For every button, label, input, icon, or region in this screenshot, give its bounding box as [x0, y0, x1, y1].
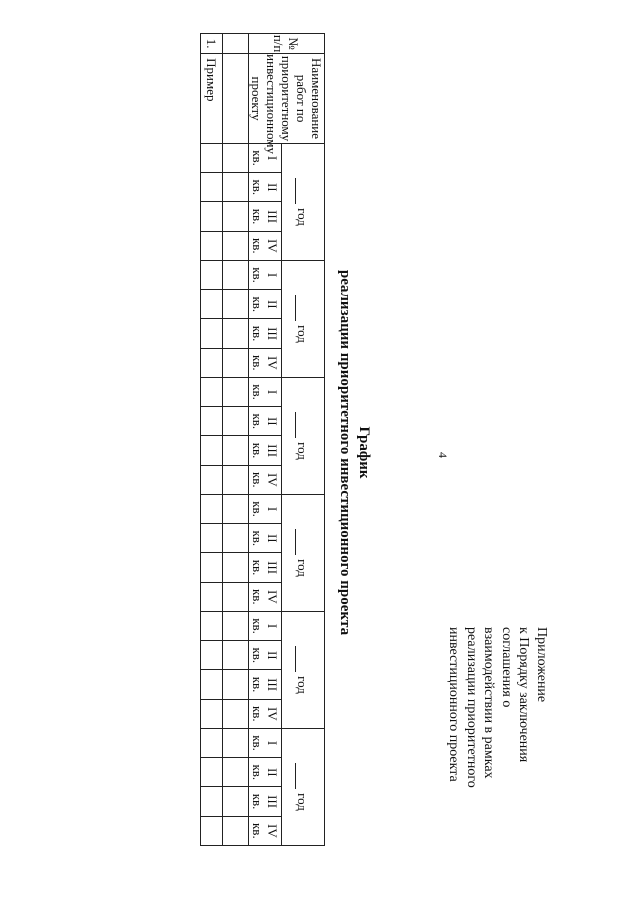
quarter-roman: IV — [264, 355, 280, 370]
name-header-line: инвестиционному — [264, 54, 279, 154]
name-header-line: проекту — [249, 76, 264, 121]
quarter-abbr: кв. — [249, 179, 265, 196]
quarter-abbr: кв. — [249, 208, 265, 225]
quarter-abbr: кв. — [249, 384, 265, 400]
year-label: год — [295, 559, 311, 577]
quarter-abbr: кв. — [249, 413, 265, 430]
year-blank-line — [295, 763, 308, 789]
quarter-abbr: кв. — [249, 237, 265, 254]
quarter-cell — [223, 465, 249, 494]
quarter-cell — [223, 231, 249, 260]
quarter-roman: III — [264, 795, 280, 809]
quarter-abbr: кв. — [249, 793, 265, 810]
quarter-roman: IV — [264, 472, 280, 487]
appendix-line: взаимодействии в рамках — [481, 627, 497, 779]
quarter-cell — [201, 670, 223, 699]
quarter-abbr: кв. — [249, 559, 265, 576]
quarter-header — [249, 553, 282, 582]
quarter-header — [249, 816, 282, 845]
quarter-header — [249, 582, 282, 611]
quarter-header — [249, 611, 282, 640]
year-header — [281, 611, 324, 728]
quarter-abbr: кв. — [249, 501, 265, 517]
quarter-abbr: кв. — [249, 150, 265, 166]
quarter-roman: II — [264, 299, 280, 309]
quarter-cell — [201, 582, 223, 611]
quarter-abbr: кв. — [249, 764, 265, 781]
quarter-header — [249, 436, 282, 465]
quarter-cell — [201, 202, 223, 231]
quarter-roman: III — [264, 327, 280, 341]
quarter-header — [249, 202, 282, 231]
quarter-roman: II — [264, 533, 280, 543]
name-column-header — [249, 54, 325, 154]
year-header — [281, 143, 324, 260]
year-header-row — [281, 34, 324, 846]
quarter-cell — [201, 641, 223, 670]
year-header — [281, 494, 324, 611]
quarter-abbr: кв. — [249, 647, 265, 664]
quarter-cell — [223, 436, 249, 465]
quarter-roman: II — [264, 416, 280, 426]
quarter-roman: I — [264, 623, 280, 629]
row-number-cell: 1. — [201, 34, 223, 54]
quarter-header — [249, 260, 282, 289]
year-header — [281, 377, 324, 494]
quarter-cell — [201, 728, 223, 757]
name-header-line: приоритетному — [279, 55, 294, 142]
quarter-header — [249, 173, 282, 202]
quarter-abbr: кв. — [249, 618, 265, 634]
quarter-header — [249, 290, 282, 319]
quarter-header — [249, 699, 282, 728]
quarter-roman: II — [264, 650, 280, 660]
quarter-cell — [223, 582, 249, 611]
quarter-abbr: кв. — [249, 822, 265, 839]
appendix-line: к Порядку заключения — [516, 627, 532, 763]
quarter-cell — [223, 407, 249, 436]
year-blank-line — [295, 295, 308, 321]
quarter-roman: III — [264, 561, 280, 575]
quarter-cell — [223, 319, 249, 348]
quarter-roman: I — [264, 155, 280, 161]
quarter-abbr: кв. — [249, 705, 265, 722]
appendix-note — [445, 627, 550, 827]
appendix-line: Приложение — [534, 627, 549, 703]
quarter-abbr: кв. — [249, 354, 265, 371]
quarter-cell — [201, 465, 223, 494]
document-title: График — [356, 426, 372, 479]
quarter-cell — [223, 758, 249, 787]
quarter-roman: I — [264, 506, 280, 512]
quarter-cell — [223, 173, 249, 202]
quarter-header — [249, 231, 282, 260]
quarter-cell — [201, 699, 223, 728]
quarter-abbr: кв. — [249, 530, 265, 547]
quarter-cell — [201, 260, 223, 289]
quarter-header-row — [249, 34, 282, 846]
quarter-cell — [223, 143, 249, 172]
appendix-line: соглашения о — [499, 627, 514, 708]
year-blank-line — [295, 646, 308, 672]
quarter-roman: III — [264, 678, 280, 692]
quarter-cell — [201, 290, 223, 319]
page-number: 4 — [436, 452, 450, 458]
year-blank-line — [295, 529, 308, 555]
year-label: год — [295, 442, 311, 460]
quarter-cell — [223, 348, 249, 377]
quarter-cell — [201, 787, 223, 816]
quarter-header — [249, 377, 282, 406]
quarter-header — [249, 319, 282, 348]
quarter-roman: I — [264, 740, 280, 746]
quarter-cell — [201, 143, 223, 172]
quarter-cell — [201, 553, 223, 582]
work-name-cell — [223, 54, 249, 144]
quarter-cell — [201, 816, 223, 845]
quarter-cell — [201, 524, 223, 553]
year-blank-line — [295, 412, 308, 438]
row-number-cell — [223, 34, 249, 54]
quarter-header — [249, 758, 282, 787]
appendix-line: реализации приоритетного — [464, 627, 479, 788]
quarter-header — [249, 348, 282, 377]
quarter-cell — [223, 290, 249, 319]
quarter-header — [249, 524, 282, 553]
name-header-line: Наименование — [309, 58, 324, 140]
appendix-line: инвестиционного проекта — [446, 627, 462, 782]
quarter-cell — [223, 641, 249, 670]
quarter-roman: II — [264, 182, 280, 192]
year-header — [281, 260, 324, 377]
quarter-roman: III — [264, 444, 280, 458]
quarter-cell — [223, 524, 249, 553]
quarter-cell — [201, 173, 223, 202]
quarter-abbr: кв. — [249, 471, 265, 488]
quarter-cell — [223, 260, 249, 289]
quarter-cell — [201, 231, 223, 260]
quarter-abbr: кв. — [249, 735, 265, 751]
quarter-cell — [201, 407, 223, 436]
quarter-header — [249, 728, 282, 757]
quarter-cell — [223, 816, 249, 845]
quarter-cell — [201, 348, 223, 377]
quarter-cell — [223, 611, 249, 640]
blank-row — [223, 34, 249, 846]
quarter-abbr: кв. — [249, 296, 265, 313]
quarter-roman: IV — [264, 706, 280, 721]
quarter-cell — [223, 670, 249, 699]
quarter-roman: IV — [264, 589, 280, 604]
document-subtitle: реализации приоритетного инвестиционного проекта — [337, 269, 353, 636]
quarter-cell — [201, 611, 223, 640]
quarter-abbr: кв. — [249, 676, 265, 693]
quarter-cell — [201, 319, 223, 348]
quarter-roman: II — [264, 767, 280, 777]
quarter-cell — [201, 377, 223, 406]
quarter-header — [249, 787, 282, 816]
number-column-header: № п/п — [249, 34, 325, 54]
quarter-cell — [223, 494, 249, 523]
quarter-cell — [223, 699, 249, 728]
year-label: год — [295, 793, 311, 811]
quarter-cell — [201, 758, 223, 787]
quarter-cell — [201, 494, 223, 523]
quarter-header — [249, 641, 282, 670]
quarter-header — [249, 494, 282, 523]
quarter-abbr: кв. — [249, 325, 265, 342]
quarter-cell — [223, 553, 249, 582]
quarter-abbr: кв. — [249, 588, 265, 605]
quarter-abbr: кв. — [249, 267, 265, 283]
name-header-line: работ по — [294, 74, 309, 123]
year-header — [281, 728, 324, 845]
quarter-header — [249, 465, 282, 494]
quarter-cell — [223, 728, 249, 757]
quarter-roman: I — [264, 272, 280, 278]
quarter-roman: I — [264, 389, 280, 395]
work-name-cell: Пример — [201, 54, 223, 144]
year-blank-line — [295, 178, 308, 204]
schedule-table — [200, 33, 325, 846]
quarter-cell — [201, 436, 223, 465]
year-label: год — [295, 208, 311, 226]
quarter-cell — [223, 787, 249, 816]
quarter-abbr: кв. — [249, 442, 265, 459]
quarter-roman: IV — [264, 238, 280, 253]
table-row — [201, 34, 223, 846]
quarter-roman: IV — [264, 823, 280, 838]
quarter-roman: III — [264, 210, 280, 224]
year-label: год — [295, 676, 311, 694]
quarter-header — [249, 670, 282, 699]
quarter-header — [249, 407, 282, 436]
year-label: год — [295, 325, 311, 343]
quarter-cell — [223, 202, 249, 231]
quarter-cell — [223, 377, 249, 406]
